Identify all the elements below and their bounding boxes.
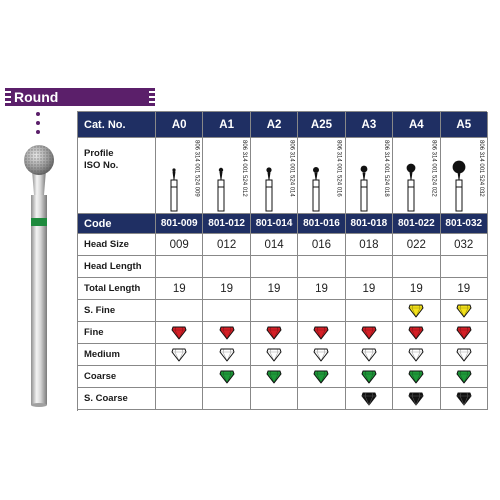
grit-gem-icon	[456, 370, 472, 384]
head-size-value: 016	[298, 234, 345, 256]
grit-cell	[346, 344, 393, 366]
total-length-value: 19	[298, 278, 345, 300]
head-length-value	[298, 256, 345, 278]
grit-gem-icon	[171, 326, 187, 340]
head-length-value	[393, 256, 440, 278]
grit-cell	[203, 322, 250, 344]
grit-cell	[393, 322, 440, 344]
head-length-value	[203, 256, 250, 278]
head-length-value	[156, 256, 203, 278]
code-value: 801-018	[346, 214, 393, 234]
cat-col-header: A5	[441, 112, 488, 138]
round-banner	[8, 88, 152, 106]
grit-cell	[393, 344, 440, 366]
cat-col-header: A2	[251, 112, 298, 138]
total-length-value: 19	[346, 278, 393, 300]
head-size-value: 009	[156, 234, 203, 256]
grit-gem-icon	[408, 326, 424, 340]
grit-gem-icon	[408, 348, 424, 362]
grit-gem-icon	[266, 326, 282, 340]
iso-number: 806 314 001 524 014	[288, 140, 295, 197]
bur-profile-icon	[354, 140, 374, 212]
grit-gem-icon	[408, 304, 424, 318]
s-coarse-row-label: S. Coarse	[78, 388, 156, 410]
grit-gem-icon	[266, 348, 282, 362]
grit-gem-icon	[408, 392, 424, 406]
cat-col-header: A3	[346, 112, 393, 138]
head-size-value: 012	[203, 234, 250, 256]
code-value: 801-032	[441, 214, 488, 234]
s-fine-row-label: S. Fine	[78, 300, 156, 322]
cat-no-header: Cat. No.	[78, 112, 156, 138]
code-row-label: Code	[78, 214, 156, 234]
grit-cell	[203, 366, 250, 388]
bur-profile-icon	[259, 140, 279, 212]
grit-gem-icon	[361, 348, 377, 362]
grit-cell	[393, 388, 440, 410]
head-length-value	[346, 256, 393, 278]
grit-cell	[203, 344, 250, 366]
iso-number: 806 314 001 524 032	[477, 140, 484, 197]
grit-cell	[441, 388, 488, 410]
grit-cell	[441, 300, 488, 322]
round-bur-illustration	[10, 140, 70, 415]
grit-cell	[203, 300, 250, 322]
fine-row-label: Fine	[78, 322, 156, 344]
grit-gem-icon	[219, 370, 235, 384]
total-length-row-label: Total Length	[78, 278, 156, 300]
grit-gem-icon	[219, 326, 235, 340]
grit-gem-icon	[313, 370, 329, 384]
profile-cell	[393, 138, 440, 214]
grit-cell	[298, 300, 345, 322]
grit-cell	[156, 344, 203, 366]
cat-col-header: A1	[203, 112, 250, 138]
grit-cell	[298, 388, 345, 410]
grit-gem-icon	[408, 370, 424, 384]
code-value: 801-014	[251, 214, 298, 234]
grit-cell	[251, 366, 298, 388]
total-length-value: 19	[441, 278, 488, 300]
cat-col-header: A0	[156, 112, 203, 138]
cat-col-header: A4	[393, 112, 440, 138]
head-size-row-label: Head Size	[78, 234, 156, 256]
grit-cell	[393, 366, 440, 388]
grit-cell	[441, 322, 488, 344]
grit-cell	[346, 366, 393, 388]
code-value: 801-022	[393, 214, 440, 234]
code-value: 801-012	[203, 214, 250, 234]
grit-cell	[393, 300, 440, 322]
grit-gem-icon	[313, 326, 329, 340]
grit-cell	[156, 300, 203, 322]
iso-number: 806 314 001 524 012	[240, 140, 247, 197]
bur-profile-icon	[211, 140, 231, 212]
grit-gem-icon	[456, 326, 472, 340]
code-value: 801-016	[298, 214, 345, 234]
total-length-value: 19	[393, 278, 440, 300]
bur-profile-icon	[306, 140, 326, 212]
head-size-value: 014	[251, 234, 298, 256]
medium-row-label: Medium	[78, 344, 156, 366]
total-length-value: 19	[203, 278, 250, 300]
grit-gem-icon	[171, 348, 187, 362]
dotted-connector	[36, 112, 40, 139]
grit-cell	[346, 300, 393, 322]
grit-gem-icon	[456, 392, 472, 406]
profile-label: Profile	[84, 148, 114, 159]
iso-number: 806 314 001 524 016	[335, 140, 342, 197]
profile-cell	[156, 138, 203, 214]
head-length-value	[251, 256, 298, 278]
grit-gem-icon	[456, 304, 472, 318]
cat-col-header: A25	[298, 112, 345, 138]
head-size-value: 018	[346, 234, 393, 256]
grit-cell	[156, 366, 203, 388]
grit-cell	[298, 322, 345, 344]
bur-profile-icon	[449, 140, 469, 212]
grit-gem-icon	[361, 326, 377, 340]
profile-cell	[441, 138, 488, 214]
grit-cell	[156, 322, 203, 344]
coarse-row-label: Coarse	[78, 366, 156, 388]
bur-profile-icon	[401, 140, 421, 212]
bur-profile-icon	[164, 140, 184, 212]
grit-cell	[346, 322, 393, 344]
grit-cell	[251, 388, 298, 410]
code-value: 801-009	[156, 214, 203, 234]
grit-gem-icon	[456, 348, 472, 362]
total-length-value: 19	[156, 278, 203, 300]
grit-gem-icon	[266, 370, 282, 384]
iso-number: 806 314 001 524 018	[383, 140, 390, 197]
grit-gem-icon	[361, 392, 377, 406]
head-size-value: 032	[441, 234, 488, 256]
profile-cell	[298, 138, 345, 214]
bur-spec-table	[77, 111, 487, 411]
grit-cell	[441, 344, 488, 366]
profile-row-label	[78, 138, 156, 214]
grit-cell	[251, 300, 298, 322]
profile-cell	[251, 138, 298, 214]
banner-title: Round	[14, 89, 59, 105]
profile-cell	[346, 138, 393, 214]
grit-cell	[203, 388, 250, 410]
grit-cell	[441, 366, 488, 388]
grit-gem-icon	[219, 348, 235, 362]
grit-cell	[156, 388, 203, 410]
grit-cell	[346, 388, 393, 410]
grit-cell	[251, 322, 298, 344]
profile-cell	[203, 138, 250, 214]
iso-number: 806 314 001 524 022	[430, 140, 437, 197]
grit-cell	[298, 366, 345, 388]
head-length-row-label: Head Length	[78, 256, 156, 278]
grit-gem-icon	[313, 348, 329, 362]
head-size-value: 022	[393, 234, 440, 256]
iso-label: ISO No.	[84, 160, 119, 171]
grit-cell	[251, 344, 298, 366]
total-length-value: 19	[251, 278, 298, 300]
grit-cell	[298, 344, 345, 366]
head-length-value	[441, 256, 488, 278]
grit-gem-icon	[361, 370, 377, 384]
iso-number: 806 314 001 524 009	[193, 140, 200, 197]
